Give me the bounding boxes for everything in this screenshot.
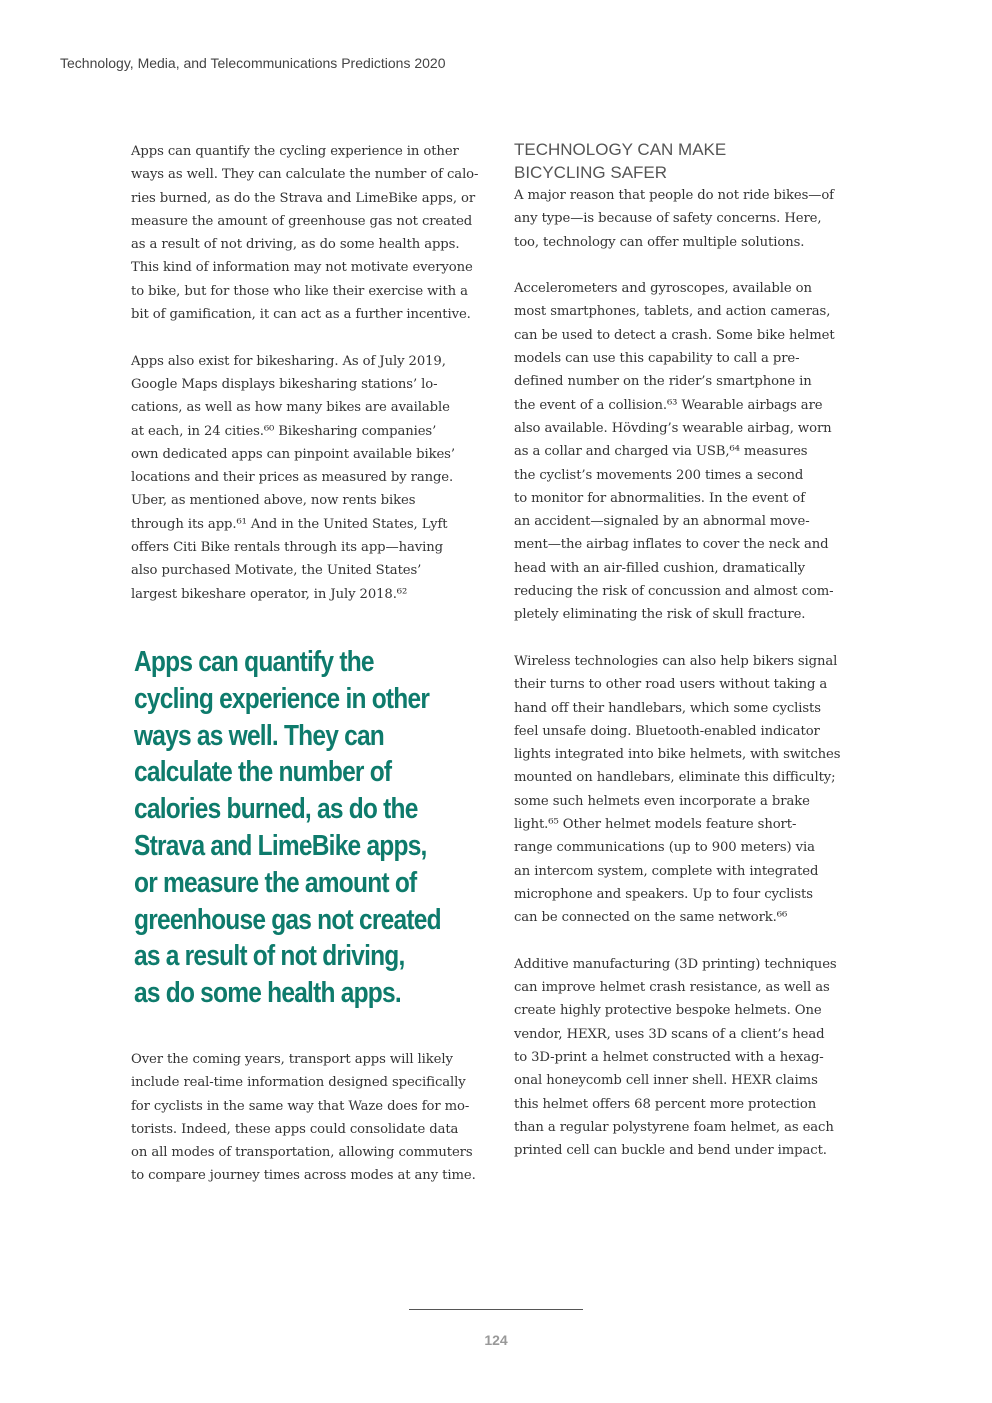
text-line: mounted on handlebars, eliminate this difficulty;: [514, 770, 836, 786]
right-paragraph-4: [514, 953, 849, 1163]
text-line: microphone and speakers. Up to four cyclists: [514, 886, 813, 902]
text-line: include real-time information designed specifically: [131, 1075, 466, 1091]
left-paragraph-3: [131, 1048, 483, 1188]
section-heading: [514, 138, 849, 184]
text-line: than a regular polystyrene foam helmet, as each: [514, 1119, 834, 1135]
left-paragraph-1: [131, 140, 483, 326]
text-line: range communications (up to 900 meters) via: [514, 840, 815, 856]
text-line: Apps also exist for bikesharing. As of July 2019,: [131, 353, 446, 369]
text-line: too, technology can offer multiple solutions.: [514, 234, 805, 250]
text-line: Additive manufacturing (3D printing) techniques: [514, 956, 837, 972]
pull-quote-line: calories burned, as do the: [134, 793, 418, 826]
text-line: models can use this capability to call a pre-: [514, 351, 800, 367]
text-line: some such helmets even incorporate a brake: [514, 793, 810, 809]
text-line: measure the amount of greenhouse gas not created: [131, 213, 473, 229]
right-column: [514, 140, 849, 1186]
left-column-lower: [131, 1048, 483, 1211]
text-line: Accelerometers and gyroscopes, available on: [514, 281, 812, 297]
text-line: the event of a collision.⁶³ Wearable airbags are: [514, 397, 823, 413]
text-line: create highly protective bespoke helmets. One: [514, 1003, 822, 1019]
text-line: an accident—signaled by an abnormal move-: [514, 514, 810, 530]
text-line: bit of gamification, it can act as a further incentive.: [131, 307, 471, 323]
pull-quote: [134, 644, 484, 1012]
text-line: this helmet offers 68 percent more protection: [514, 1096, 817, 1112]
text-line: on all modes of transportation, allowing commuters: [131, 1145, 473, 1161]
text-line: ment—the airbag inflates to cover the neck and: [514, 537, 829, 553]
text-line: any type—is because of safety concerns. Here,: [514, 211, 822, 227]
text-line: can be used to detect a crash. Some bike helmet: [514, 327, 835, 343]
text-line: to monitor for abnormalities. In the event of: [514, 490, 806, 506]
section-heading-line: BICYCLING SAFER: [514, 163, 668, 182]
text-line: Apps can quantify the cycling experience in other: [131, 144, 459, 159]
text-line: Google Maps displays bikesharing stations’ lo-: [131, 376, 438, 392]
text-line: their turns to other road users without taking a: [514, 677, 828, 693]
text-line: also available. Hövding’s wearable airbag, worn: [514, 420, 832, 436]
pull-quote-line: ways as well. They can: [134, 719, 385, 752]
text-line: to bike, but for those who like their exercise with a: [131, 283, 468, 299]
text-line: an intercom system, complete with integrated: [514, 863, 819, 879]
text-line: head with an air-filled cushion, dramatically: [514, 560, 805, 576]
text-line: also purchased Motivate, the United States’: [131, 563, 422, 579]
section-heading-line: TECHNOLOGY CAN MAKE: [514, 140, 727, 159]
text-line: Over the coming years, transport apps will likely: [131, 1052, 453, 1067]
text-line: printed cell can buckle and bend under impact.: [514, 1143, 827, 1159]
text-line: as a collar and charged via USB,⁶⁴ measures: [514, 444, 808, 460]
text-line: at each, in 24 cities.⁶⁰ Bikesharing companies’: [131, 423, 437, 439]
text-line: pletely eliminating the risk of skull fracture.: [514, 607, 806, 623]
text-line: through its app.⁶¹ And in the United States, Lyft: [131, 516, 448, 532]
text-line: ries burned, as do the Strava and LimeBike apps, or: [131, 190, 476, 206]
pull-quote-line: greenhouse gas not created: [134, 903, 441, 936]
text-line: vendor, HEXR, uses 3D scans of a client’s head: [514, 1026, 825, 1042]
right-paragraph-1: [514, 184, 849, 254]
text-line: light.⁶⁵ Other helmet models feature short-: [514, 817, 797, 833]
pull-quote-line: Apps can quantify the: [134, 646, 374, 678]
text-line: as a result of not driving, as do some health apps.: [131, 237, 460, 253]
page-number: 124: [484, 1332, 508, 1348]
text-line: torists. Indeed, these apps could consolidate data: [131, 1121, 459, 1137]
text-line: can improve helmet crash resistance, as well as: [514, 980, 830, 996]
text-line: feel unsafe doing. Bluetooth-enabled indicator: [514, 723, 820, 739]
text-line: hand off their handlebars, which some cyclists: [514, 700, 821, 716]
text-line: onal honeycomb cell inner shell. HEXR claims: [514, 1073, 818, 1089]
text-line: to compare journey times across modes at any time.: [131, 1168, 476, 1184]
pull-quote-line: or measure the amount of: [134, 866, 417, 899]
text-line: own dedicated apps can pinpoint available bikes’: [131, 446, 455, 462]
right-paragraph-2: [514, 277, 849, 626]
text-line: for cyclists in the same way that Waze does for mo-: [131, 1098, 470, 1114]
running-header: Technology, Media, and Telecommunications Predictions 2020: [60, 55, 446, 71]
right-paragraph-3: [514, 650, 849, 930]
text-line: Wireless technologies can also help bikers signal: [514, 653, 838, 669]
pull-quote-line: cycling experience in other: [134, 682, 430, 715]
text-line: reducing the risk of concussion and almost com-: [514, 584, 834, 600]
text-line: locations and their prices as measured by range.: [131, 470, 454, 486]
pull-quote-line: as a result of not driving,: [134, 940, 405, 973]
pull-quote-line: calculate the number of: [134, 756, 392, 789]
left-column: [131, 140, 483, 629]
text-line: This kind of information may not motivate everyone: [131, 260, 473, 276]
text-line: can be connected on the same network.⁶⁶: [514, 910, 788, 926]
text-line: A major reason that people do not ride bikes—of: [514, 188, 834, 203]
pull-quote-line: Strava and LimeBike apps,: [134, 829, 427, 862]
pull-quote-line: as do some health apps.: [134, 977, 401, 1010]
text-line: cations, as well as how many bikes are available: [131, 400, 450, 416]
text-line: to 3D-print a helmet constructed with a hexag-: [514, 1049, 824, 1065]
text-line: lights integrated into bike helmets, with switches: [514, 747, 841, 763]
text-line: offers Citi Bike rentals through its app—having: [131, 540, 443, 556]
footer-divider: [409, 1309, 583, 1310]
text-line: Uber, as mentioned above, now rents bikes: [131, 493, 416, 509]
text-line: largest bikeshare operator, in July 2018.⁶²: [131, 586, 408, 602]
text-line: most smartphones, tablets, and action cameras,: [514, 304, 831, 320]
left-paragraph-2: [131, 350, 483, 606]
text-line: the cyclist’s movements 200 times a second: [514, 467, 804, 483]
text-line: defined number on the rider’s smartphone in: [514, 374, 812, 390]
text-line: ways as well. They can calculate the number of calo-: [131, 167, 479, 183]
